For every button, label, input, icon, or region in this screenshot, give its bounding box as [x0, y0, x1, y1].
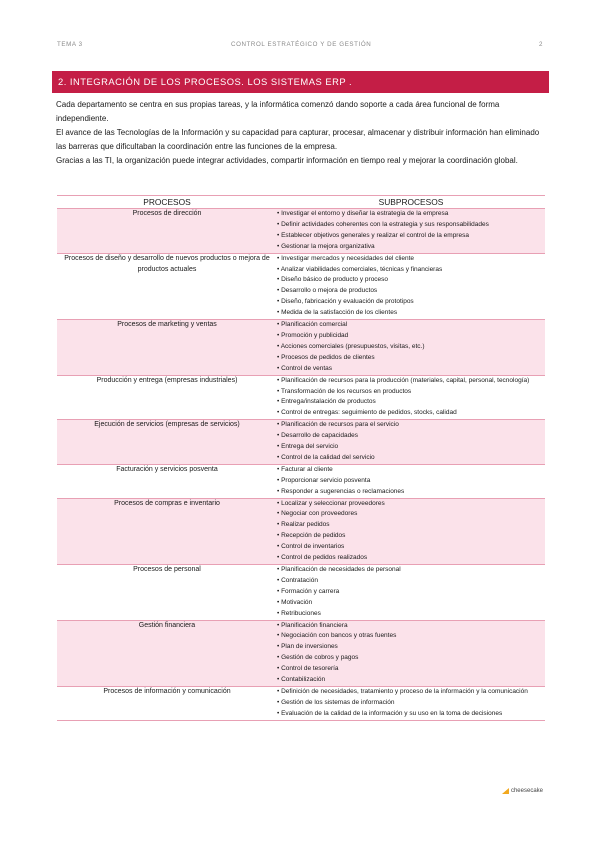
process-name: Procesos de marketing y ventas: [117, 321, 217, 329]
process-name: Procesos de información y comunicación: [103, 687, 231, 695]
subprocess-item: • Diseño básico de producto y proceso: [277, 276, 389, 284]
section-title-bar: [52, 71, 549, 93]
subprocess-item: • Control de entregas: seguimiento de pedidos, stocks, calidad: [277, 409, 457, 417]
subprocess-item: • Contabilización: [277, 676, 326, 684]
subprocess-item: • Motivación: [277, 598, 313, 606]
process-name: Ejecución de servicios (empresas de servicios): [94, 421, 240, 429]
process-name: Procesos de compras e inventario: [114, 499, 220, 507]
subprocess-item: • Control de inventarios: [277, 543, 345, 551]
process-name: Procesos de diseño y desarrollo de nuevos productos o mejora de productos actuales: [64, 254, 270, 273]
table-row: [57, 498, 545, 564]
page-header: [57, 41, 543, 51]
subprocess-item: • Desarrollo o mejora de productos: [277, 287, 378, 295]
subprocess-item: • Gestionar la mejora organizativa: [277, 242, 375, 250]
subprocess-item: • Planificación de necesidades de personal: [277, 566, 401, 573]
subprocess-item: • Control de tesorería: [277, 665, 339, 673]
subprocess-item: • Entrega del servicio: [277, 443, 339, 451]
subprocess-list: [277, 464, 545, 498]
subprocess-item: • Control de pedidos realizados: [277, 554, 368, 562]
subprocess-item: • Definir actividades coherentes con la estrategia y sus responsabilidades: [277, 220, 489, 228]
subprocess-list: [277, 565, 545, 621]
table-row: [57, 209, 545, 254]
intro-paragraph: El avance de las Tecnologías de la Información y su capacidad para capturar, procesar, almacenar y distribuir información han eliminado las barreras que dificultaban la coordinación entre las funciones de la empresa.: [56, 128, 540, 151]
intro-text: [56, 98, 546, 168]
table-row: [57, 464, 545, 498]
subprocess-item: • Negociar con proveedores: [277, 510, 358, 518]
subprocess-item: • Desarrollo de capacidades: [277, 432, 359, 440]
intro-paragraph: Cada departamento se centra en sus propias tareas, y la informática comenzó dando soporte a cada área funcional de forma independiente.: [56, 100, 500, 123]
subprocess-item: • Entrega/instalación de productos: [277, 398, 376, 406]
subprocess-list: [277, 420, 545, 465]
subprocess-list: [277, 320, 545, 376]
column-header-processes: PROCESOS: [57, 196, 277, 209]
subprocess-item: • Investigar el entorno y diseñar la estrategia de la empresa: [277, 210, 449, 217]
subprocess-item: • Planificación financiera: [277, 621, 348, 629]
subprocess-item: • Facturar al cliente: [277, 465, 333, 473]
subprocess-item: • Retribuciones: [277, 609, 321, 617]
subprocess-list: [277, 209, 545, 254]
subprocess-item: • Diseño, fabricación y evaluación de prototipos: [277, 298, 414, 306]
subprocess-item: • Gestión de cobros y pagos: [277, 654, 359, 662]
subprocess-item: • Control de la calidad del servicio: [277, 453, 375, 461]
process-name: Producción y entrega (empresas industriales): [96, 376, 238, 384]
subprocess-item: • Formación y carrera: [277, 587, 340, 595]
subprocess-item: • Investigar mercados y necesidades del cliente: [277, 254, 415, 262]
section-title: 2. INTEGRACIÓN DE LOS PROCESOS. LOS SISTEMAS ERP .: [58, 76, 353, 87]
subprocess-list: [277, 620, 545, 686]
process-name: Procesos de dirección: [132, 210, 202, 217]
subprocess-item: • Analizar viabilidades comerciales, técnicas y financieras: [277, 265, 443, 273]
subprocess-item: • Proporcionar servicio posventa: [277, 476, 371, 484]
subprocess-item: • Planificación de recursos para el servicio: [277, 421, 399, 429]
table-row: [57, 565, 545, 621]
process-name: Gestión financiera: [138, 621, 196, 629]
subprocess-item: • Plan de inversiones: [277, 643, 338, 651]
subprocess-item: • Transformación de los recursos en productos: [277, 387, 412, 395]
subprocess-item: • Recepción de pedidos: [277, 532, 346, 540]
subprocess-item: • Negociación con bancos y otras fuentes: [277, 632, 397, 640]
table-row: [57, 253, 545, 319]
table-header-row: [57, 196, 545, 209]
processes-table: [57, 195, 545, 721]
subprocess-list: [277, 253, 545, 319]
subprocess-item: • Acciones comerciales (presupuestos, visitas, etc.): [277, 342, 425, 350]
process-name: Procesos de personal: [133, 566, 201, 573]
chapter-title: CONTROL ESTRATÉGICO Y DE GESTIÓN: [231, 41, 372, 48]
topic-label: TEMA 3: [57, 41, 83, 48]
subprocess-item: • Gestión de los sistemas de información: [277, 698, 395, 706]
subprocess-item: • Planificación comercial: [277, 321, 348, 329]
subprocess-item: • Contratación: [277, 576, 318, 584]
cheesecake-logo-icon: [502, 788, 509, 794]
subprocess-item: • Medida de la satisfacción de los clientes: [277, 309, 398, 317]
page-number: 2: [538, 41, 543, 48]
footer-brand: [502, 786, 543, 796]
subprocess-item: • Evaluación de la calidad de la información y su uso en la toma de decisiones: [277, 709, 503, 717]
table-row: [57, 420, 545, 465]
subprocess-list: [277, 375, 545, 420]
process-name: Facturación y servicios posventa: [116, 465, 218, 473]
subprocess-item: • Establecer objetivos generales y realizar el control de la empresa: [277, 231, 469, 239]
subprocess-list: [277, 498, 545, 564]
table-row: [57, 620, 545, 686]
table-row: [57, 375, 545, 420]
subprocess-item: • Definición de necesidades, tratamiento y proceso de la información y la comunicación: [277, 687, 528, 695]
subprocess-item: • Procesos de pedidos de clientes: [277, 353, 375, 361]
subprocess-item: • Promoción y publicidad: [277, 331, 349, 339]
column-header-subprocesses: SUBPROCESOS: [277, 196, 545, 209]
subprocess-item: • Responder a sugerencias o reclamaciones: [277, 487, 405, 495]
subprocess-item: • Control de ventas: [277, 364, 333, 372]
subprocess-item: • Localizar y seleccionar proveedores: [277, 499, 385, 507]
table-body: [57, 209, 545, 721]
subprocess-item: • Planificación de recursos para la producción (materiales, capital, personal, tecnología): [277, 376, 530, 384]
table-row: [57, 686, 545, 720]
intro-paragraph: Gracias a las TI, la organización puede integrar actividades, compartir información en tiempo real y mejorar la coordinación global.: [56, 156, 518, 165]
table-row: [57, 320, 545, 376]
subprocess-item: • Realizar pedidos: [277, 521, 330, 529]
brand-name: cheesecake: [510, 788, 543, 794]
subprocess-list: [277, 686, 545, 720]
